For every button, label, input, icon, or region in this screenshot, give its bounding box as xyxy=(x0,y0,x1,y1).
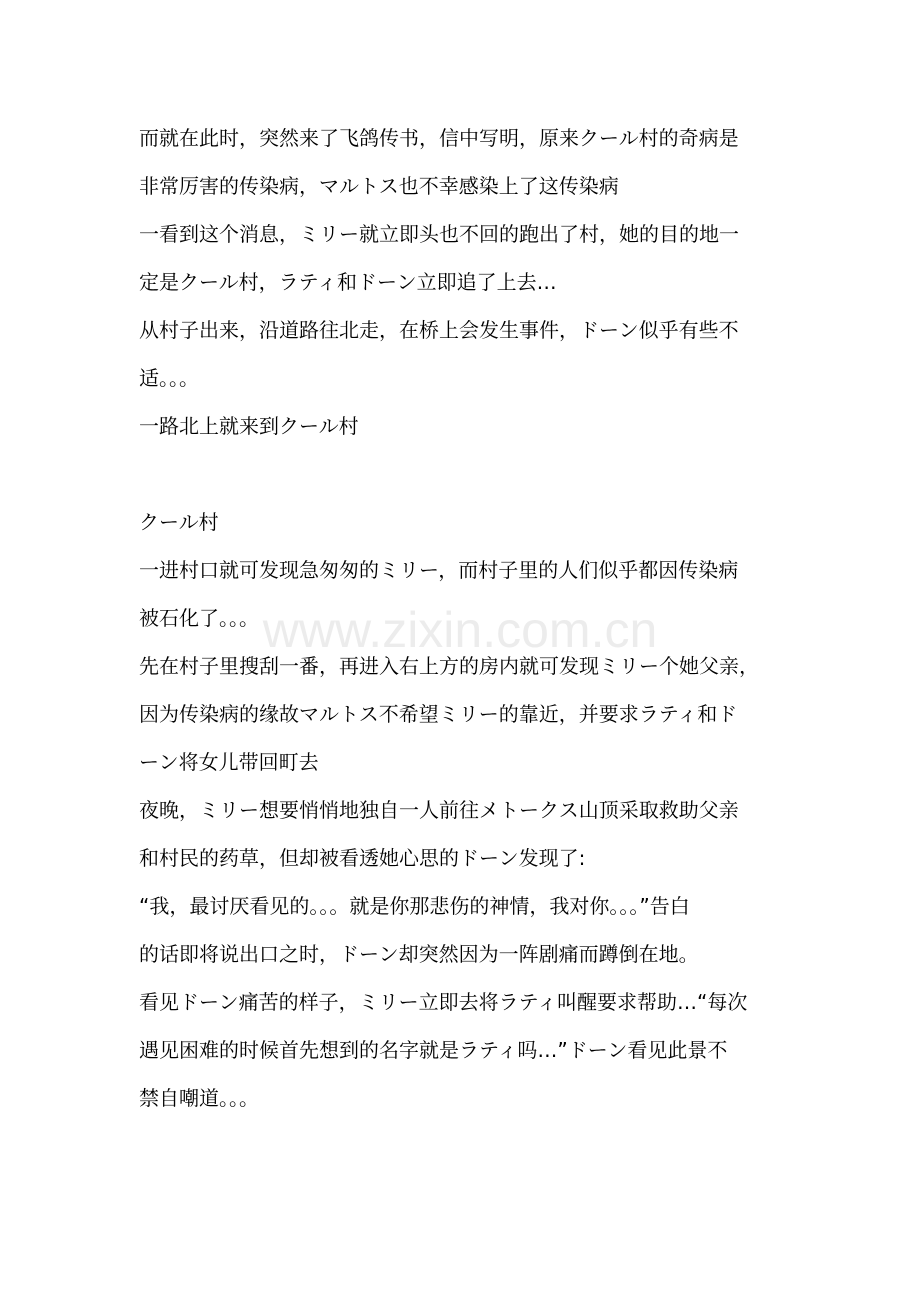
blank-line xyxy=(139,450,799,498)
watermark-text: www.zixin.com.cn xyxy=(262,602,658,658)
paragraph: 一路北上就来到クール村 xyxy=(139,414,359,438)
paragraph: 一看到这个消息，ミリー就立即头也不回的跑出了村，她的目的地一 定是クール村，ラティ和ドーン立即追了上去… xyxy=(139,222,739,294)
section-heading: クール村 xyxy=(139,510,219,534)
paragraph: 从村子出来，沿道路往北走，在桥上会发生事件，ドーン似乎有些不 适。。。 xyxy=(139,318,739,390)
section-intro xyxy=(139,114,799,450)
document-body xyxy=(139,114,799,1122)
paragraph: 夜晚，ミリー想要悄悄地独自一人前往メトークス山顶采取救助父亲 和村民的药草，但却被看透她心思的ドーン发现了: xyxy=(139,798,739,870)
paragraph: 先在村子里搜刮一番，再进入右上方的房内就可发现ミリー个她父亲， 因为传染病的缘故マルトス不希望ミリー的靠近，并要求ラティ和ド ーン将女儿带回町去 xyxy=(139,654,759,774)
paragraph: 一进村口就可发现急匆匆的ミリー，而村子里的人们似乎都因传染病 被石化了。。。 xyxy=(139,558,739,630)
paragraph: 看见ドーン痛苦的样子，ミリー立即去将ラティ叫醒要求帮助…“每次 遇见困难的时候首先想到的名字就是ラティ吗…”ドーン看见此景不 禁自嘲道。。。 xyxy=(139,990,748,1110)
section-kuru-village xyxy=(139,498,799,1122)
paragraph: “我，最讨厌看见的。。。就是你那悲伤的神情，我对你。。。”告白 的话即将说出口之时，ドーン却突然因为一阵剧痛而蹲倒在地。 xyxy=(139,894,699,966)
paragraph: 而就在此时，突然来了飞鸽传书，信中写明，原来クール村的奇病是 非常厉害的传染病，マルトス也不幸感染上了这传染病 xyxy=(139,126,739,198)
